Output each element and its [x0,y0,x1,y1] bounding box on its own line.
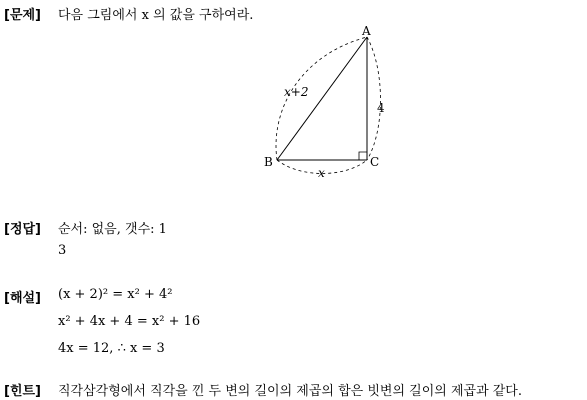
solution-label: [해설] [4,291,41,306]
answer-label: [정답] [4,222,41,237]
solution-line-1: (x + 2)² = x² + 4² [58,287,173,302]
answer-line-1: 순서: 없음, 갯수: 1 [58,222,167,237]
solution-line-2: x² + 4x + 4 = x² + 16 [58,314,201,329]
hypotenuse-label: x+2 [284,85,309,99]
vertex-b-label: B [264,155,273,169]
answer-line-2: 3 [58,243,67,258]
solution-line-3: 4x = 12, ∴ x = 3 [58,341,165,356]
vertex-a-label: A [362,24,371,38]
vertex-c-label: C [370,155,380,169]
arc-ac [367,37,381,160]
side-ac-label: 4 [377,101,385,115]
hint-label: [힌트] [4,384,41,399]
side-bc-label: x [318,166,325,180]
right-angle-mark [359,152,367,160]
problem-label: [문제] [4,8,41,23]
problem-text: 다음 그림에서 x 의 값을 구하여라. [58,8,254,23]
hint-text: 직각삼각형에서 직각을 낀 두 변의 길이의 제곱의 합은 빗변의 길이의 제곱과 같다. [58,384,523,399]
